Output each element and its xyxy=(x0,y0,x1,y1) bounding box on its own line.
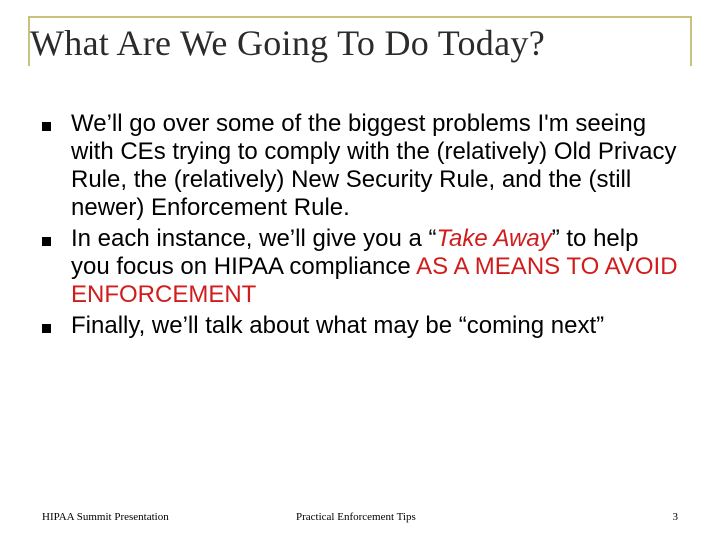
bullet-item xyxy=(40,225,680,309)
footer-section-title: Practical Enforcement Tips xyxy=(296,511,416,523)
square-bullet-icon xyxy=(42,122,51,131)
takeaway-emphasis: Take Away xyxy=(436,225,552,252)
footer-presentation-name: HIPAA Summit Presentation xyxy=(42,511,169,523)
slide-title: What Are We Going To Do Today? xyxy=(30,23,545,63)
bullet-item xyxy=(40,312,680,340)
bullet-text: We’ll go over some of the biggest problems I'm seeing with CEs trying to comply with the (relatively) Old Privacy Rule, the (relatively) New Security Rule, and the (still newer) Enforcement Rule. xyxy=(71,110,677,221)
footer-page-number: 3 xyxy=(672,511,678,523)
bullet-list xyxy=(40,110,680,340)
bullet-text: Finally, we’ll talk about what may be “coming next” xyxy=(71,312,605,339)
highlight-text: AS A MEANS TO AVOID ENFORCEMENT xyxy=(71,253,678,308)
square-bullet-icon xyxy=(42,237,51,246)
bullet-text-middle: ” to help you focus on HIPAA compliance xyxy=(71,225,639,280)
square-bullet-icon xyxy=(42,324,51,333)
bullet-item xyxy=(40,110,680,222)
bullet-text-lead: In each instance, we’ll give you a “ xyxy=(71,225,437,252)
